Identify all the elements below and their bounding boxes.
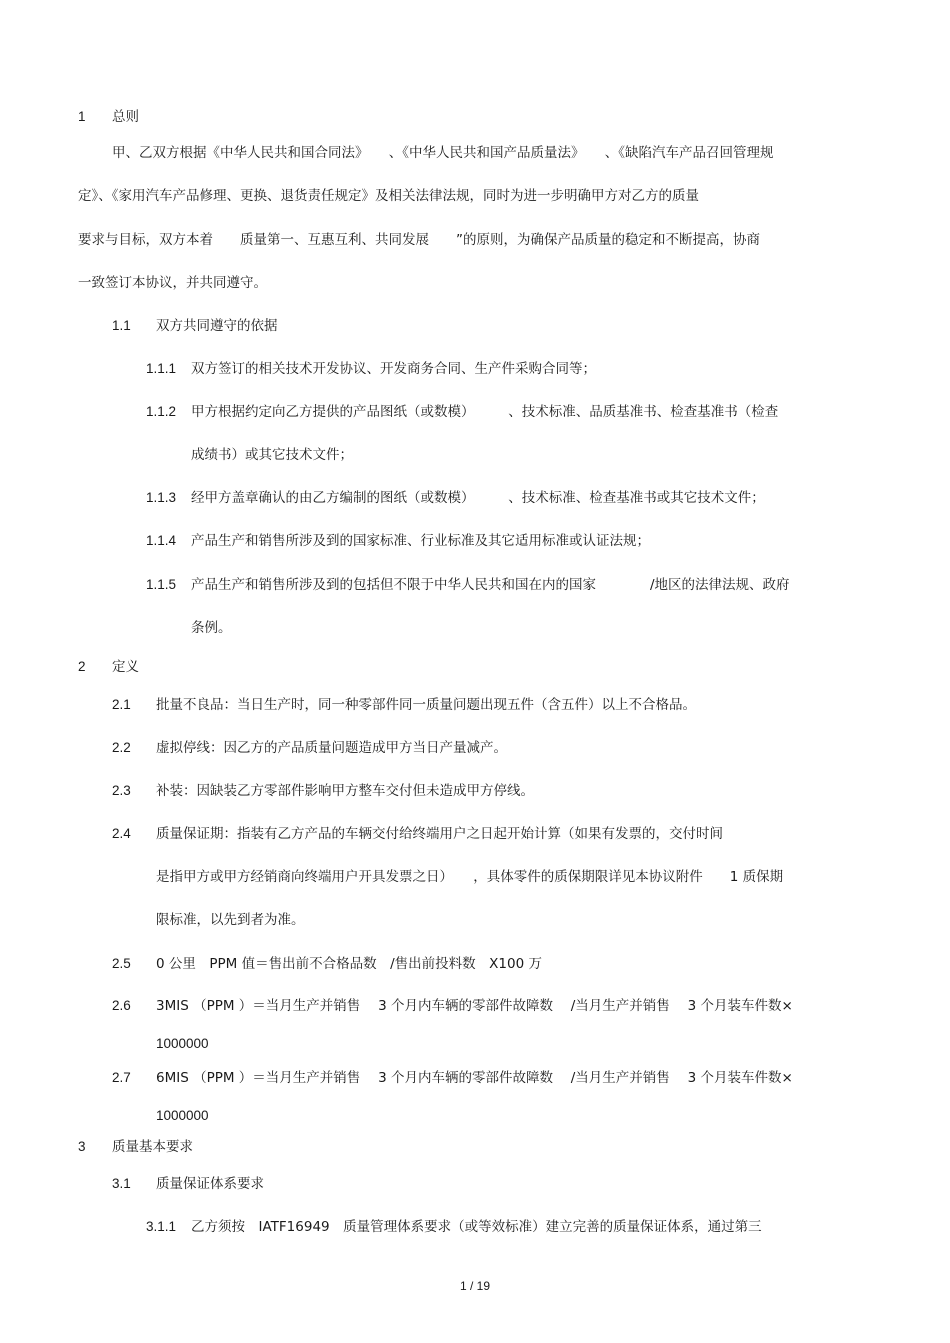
definition-number: 2.4	[112, 826, 131, 841]
section-title: 定义	[112, 659, 139, 675]
definition-number: 2.7	[112, 1070, 131, 1085]
page-number: 1 / 19	[459, 1279, 491, 1293]
definition-number: 2.2	[112, 740, 131, 755]
item-number: 1.1.1	[146, 361, 177, 376]
item-number: 3.1.1	[146, 1219, 177, 1234]
definition-text-continued: 限标准，以先到者为准。	[156, 912, 305, 928]
item-text: 产品生产和销售所涉及到的国家标准、行业标准及其它适用标准或认证法规；	[191, 533, 650, 549]
definition-number: 2.5	[112, 956, 131, 971]
item-number: 1.1.5	[146, 577, 177, 592]
definition-text: 0 公里 PPM 值＝售出前不合格品数 /售出前投料数 X100 万	[156, 956, 542, 972]
section-title: 总则	[112, 109, 139, 125]
subsection-title: 质量保证体系要求	[156, 1176, 264, 1192]
definition-text: 3MIS （PPM ）＝当月生产并销售 3 个月内车辆的零部件故障数 /当月生产并销售 3 个月装车件数×	[156, 998, 793, 1014]
definition-text: 补装：因缺装乙方零部件影响甲方整车交付但未造成甲方停线。	[156, 783, 534, 799]
definition-text-continued: 是指甲方或甲方经销商向终端用户开具发票之日） ，具体零件的质保期限详见本协议附件 1 质保期	[156, 869, 784, 885]
paragraph-line: 一致签订本协议，并共同遵守。	[78, 275, 267, 291]
item-text-continued: 条例。	[191, 620, 232, 636]
item-number: 1.1.2	[146, 404, 177, 419]
definition-text: 虚拟停线：因乙方的产品质量问题造成甲方当日产量减产。	[156, 740, 507, 756]
definition-text-continued: 1000000	[156, 1036, 209, 1051]
definition-text-continued: 1000000	[156, 1108, 209, 1123]
paragraph-line: 定》、《家用汽车产品修理、更换、退货责任规定》及相关法律法规，同时为进一步明确甲方对乙方的质量	[78, 188, 699, 204]
item-text: 甲方根据约定向乙方提供的产品图纸（或数模） 、技术标准、品质基准书、检查基准书（检查	[191, 404, 779, 420]
section-number: 1	[78, 109, 86, 124]
item-text-continued: 成绩书）或其它技术文件；	[191, 447, 353, 463]
item-text: 经甲方盖章确认的由乙方编制的图纸（或数模） 、技术标准、检查基准书或其它技术文件；	[191, 490, 765, 506]
item-number: 1.1.4	[146, 533, 177, 548]
item-text: 乙方须按 IATF16949 质量管理体系要求（或等效标准）建立完善的质量保证体系，通过第三	[191, 1219, 762, 1235]
item-number: 1.1.3	[146, 490, 177, 505]
subsection-number: 1.1	[112, 318, 131, 333]
definition-number: 2.6	[112, 998, 131, 1013]
definition-text: 批量不良品：当日生产时，同一种零部件同一质量问题出现五件（含五件）以上不合格品。	[156, 697, 696, 713]
subsection-title: 双方共同遵守的依据	[156, 318, 278, 334]
item-text: 产品生产和销售所涉及到的包括但不限于中华人民共和国在内的国家 /地区的法律法规、政府	[191, 577, 790, 593]
subsection-number: 3.1	[112, 1176, 131, 1191]
section-number: 2	[78, 659, 86, 674]
section-number: 3	[78, 1139, 86, 1154]
paragraph-line: 要求与目标，双方本着 质量第一、互惠互利、共同发展 ”的原则，为确保产品质量的稳定和不断提高，协商	[78, 232, 760, 248]
definition-number: 2.1	[112, 697, 131, 712]
item-text: 双方签订的相关技术开发协议、开发商务合同、生产件采购合同等；	[191, 361, 596, 377]
section-title: 质量基本要求	[112, 1139, 193, 1155]
definition-text: 6MIS （PPM ）＝当月生产并销售 3 个月内车辆的零部件故障数 /当月生产并销售 3 个月装车件数×	[156, 1070, 793, 1086]
definition-number: 2.3	[112, 783, 131, 798]
paragraph-line: 甲、乙双方根据《中华人民共和国合同法》 、《中华人民共和国产品质量法》 、《缺陷汽车产品召回管理规	[112, 145, 774, 161]
definition-text: 质量保证期：指装有乙方产品的车辆交付给终端用户之日起开始计算（如果有发票的，交付时间	[156, 826, 723, 842]
